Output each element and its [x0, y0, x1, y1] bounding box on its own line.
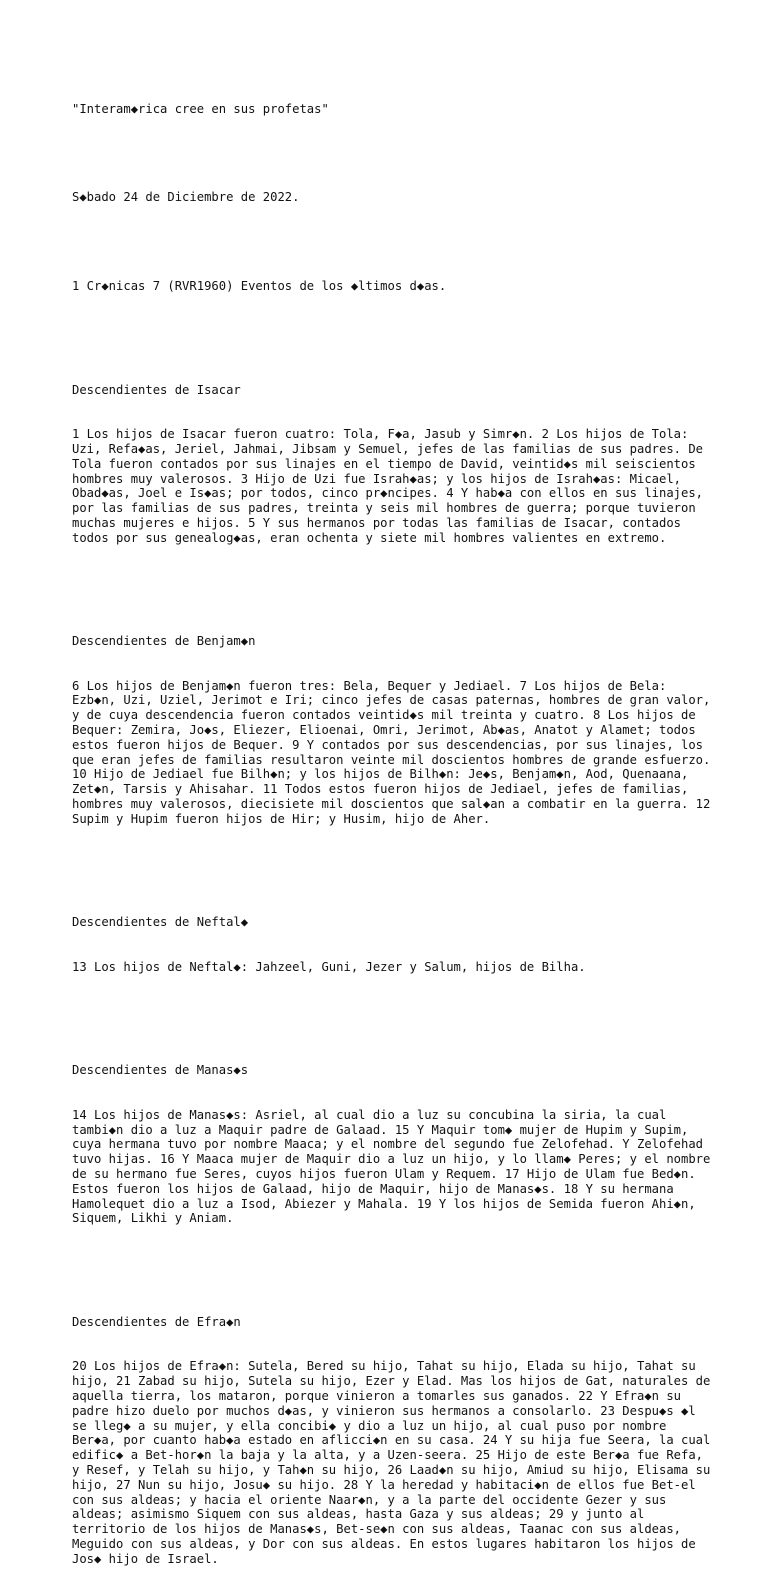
section-text-neftali: 13 Los hijos de Neftal◆: Jahzeel, Guni, Jezer y Salum, hijos de Bilha.: [72, 959, 586, 974]
spacer: [72, 1004, 712, 1019]
section-text-manases: 14 Los hijos de Manas◆s: Asriel, al cual dio a luz su concubina la siria, la cual tambi◆n dio a luz a Maquir padre de Galaad. 15 Y Maquir tom◆ mujer de Hupim y Supim, cuya hermana tuvo por nombre Maaca; y el nombre del segundo fue Zelofehad. Y Zelofehad tuvo hijas. 16 Y Maaca mujer de Maquir dio a luz un hijo, y lo llam◆ Peres; y el nombre de su hermano fue Seres, cuyos hijos fueron Ulam y Requem. 17 Hijo de Ulam fue Bed◆n. Estos fueron los hijos de Galaad, hijo de Maquir, hijo de Manas◆s. 18 Y su hermana Hamolequet dio a luz a Isod, Abiezer y Mahala. 19 Y los hijos de Semida fueron Ahi◆n, Siquem, Likhi y Aniam.: [72, 1107, 718, 1226]
reading-reference: 1 Cr◆nicas 7 (RVR1960) Eventos de los ◆ltimos d◆as.: [72, 279, 447, 294]
spacer: [72, 575, 712, 590]
motto-line: "Interam◆rica cree en sus profetas": [72, 101, 329, 116]
spacer: [72, 1256, 712, 1271]
section-heading-neftali: Descendientes de Neftal◆: [72, 915, 249, 930]
section-text-efrain: 20 Los hijos de Efra◆n: Sutela, Bered su hijo, Tahat su hijo, Elada su hijo, Tahat su hijo, 21 Zabad su hijo, Sutela su hijo, Ezer y Elad. Mas los hijos de Gat, naturales de aquella tierra, los mataron, porque vinieron a tomarles sus ganados. 22 Y Efra◆n su padre hizo duelo por muchos d◆as, y vinieron sus hermanos a consolarlo. 23 Despu◆s ◆l se lleg◆ a su mujer, y ella concibi◆ y dio a luz un hijo, al cual puso por nombre Ber◆a, por cuanto hab◆a estado en aflicci◆n en su casa. 24 Y su hija fue Seera, la cual edific◆ a Bet-hor◆n la baja y la alta, y a Uzen-seera. 25 Hijo de este Ber◆a fue Refa, y Resef, y Telah su hijo, y Tah◆n su hijo, 26 Laad◆n su hijo, Amiud su hijo, Elisama su hijo, 27 Nun su hijo, Josu◆ su hijo. 28 Y la heredad y habitaci◆n de ellos fue Bet-el con sus aldeas; y hacia el oriente Naar◆n, y a la parte del occidente Gezer y sus aldeas; asimismo Siquem con sus aldeas, hasta Gaza y sus aldeas; 29 y junto al territorio de los hijos de Manas◆s, Bet-se◆n con sus aldeas, Taanac con sus aldeas, Meguido con sus aldeas, y Dor con sus aldeas. En estos lugares habitaron los hijos de Jos◆ hijo de Israel.: [72, 1359, 718, 1566]
spacer: [72, 324, 712, 339]
section-heading-manases: Descendientes de Manas◆s: [72, 1063, 249, 1078]
section-heading-isacar: Descendientes de Isacar: [72, 382, 241, 397]
spacer: [72, 146, 712, 161]
date-line: S◆bado 24 de Diciembre de 2022.: [72, 190, 300, 205]
section-heading-efrain: Descendientes de Efra◆n: [72, 1314, 241, 1329]
section-heading-benjamin: Descendientes de Benjam◆n: [72, 634, 256, 649]
spacer: [72, 856, 712, 871]
section-text-benjamin: 6 Los hijos de Benjam◆n fueron tres: Bela, Bequer y Jediael. 7 Los hijos de Bela: Ezb◆n, Uzi, Uziel, Jerimot e Iri; cinco jefes de casas paternas, hombres de gran valor, y de cuya descendencia fueron contados veintid◆s mil treinta y cuatro. 8 Los hijos de Bequer: Zemira, Jo◆s, Eliezer, Elioenai, Omri, Jerimot, Ab◆as, Anatot y Alamet; todos estos fueron hijos de Bequer. 9 Y contados por sus descendencias, por sus linajes, los que eran jefes de familias resultaron veinte mil doscientos hombres de grande esfuerzo. 10 Hijo de Jediael fue Bilh◆n; y los hijos de Bilh◆n: Je◆s, Benjam◆n, Aod, Quenaana, Zet◆n, Tarsis y Ahisahar. 11 Todos estos fueron hijos de Jediael, jefes de familias, hombres muy valerosos, diecisiete mil doscientos que sal◆an a combatir en la guerra. 12 Supim y Hupim fueron hijos de Hir; y Husim, hijo de Aher.: [72, 678, 718, 826]
section-text-isacar: 1 Los hijos de Isacar fueron cuatro: Tola, F◆a, Jasub y Simr◆n. 2 Los hijos de Tola: Uzi, Refa◆as, Jeriel, Jahmai, Jibsam y Semuel, jefes de las familias de sus padres. De Tola fueron contados por sus linajes en el tiempo de David, veintid◆s mil seiscientos hombres muy valerosos. 3 Hijo de Uzi fue Israh◆as; y los hijos de Israh◆as: Micael, Obad◆as, Joel e Is◆as; por todos, cinco pr◆ncipes. 4 Y hab◆a con ellos en sus linajes, por las familias de sus padres, treinta y seis mil hombres de guerra; porque tuvieron muchas mujeres e hijos. 5 Y sus hermanos por todas las familias de Isacar, contados todos por sus genealog◆as, eran ochenta y siete mil hombres valientes en extremo.: [72, 427, 711, 545]
spacer: [72, 235, 712, 250]
document-page: [72, 72, 718, 1581]
